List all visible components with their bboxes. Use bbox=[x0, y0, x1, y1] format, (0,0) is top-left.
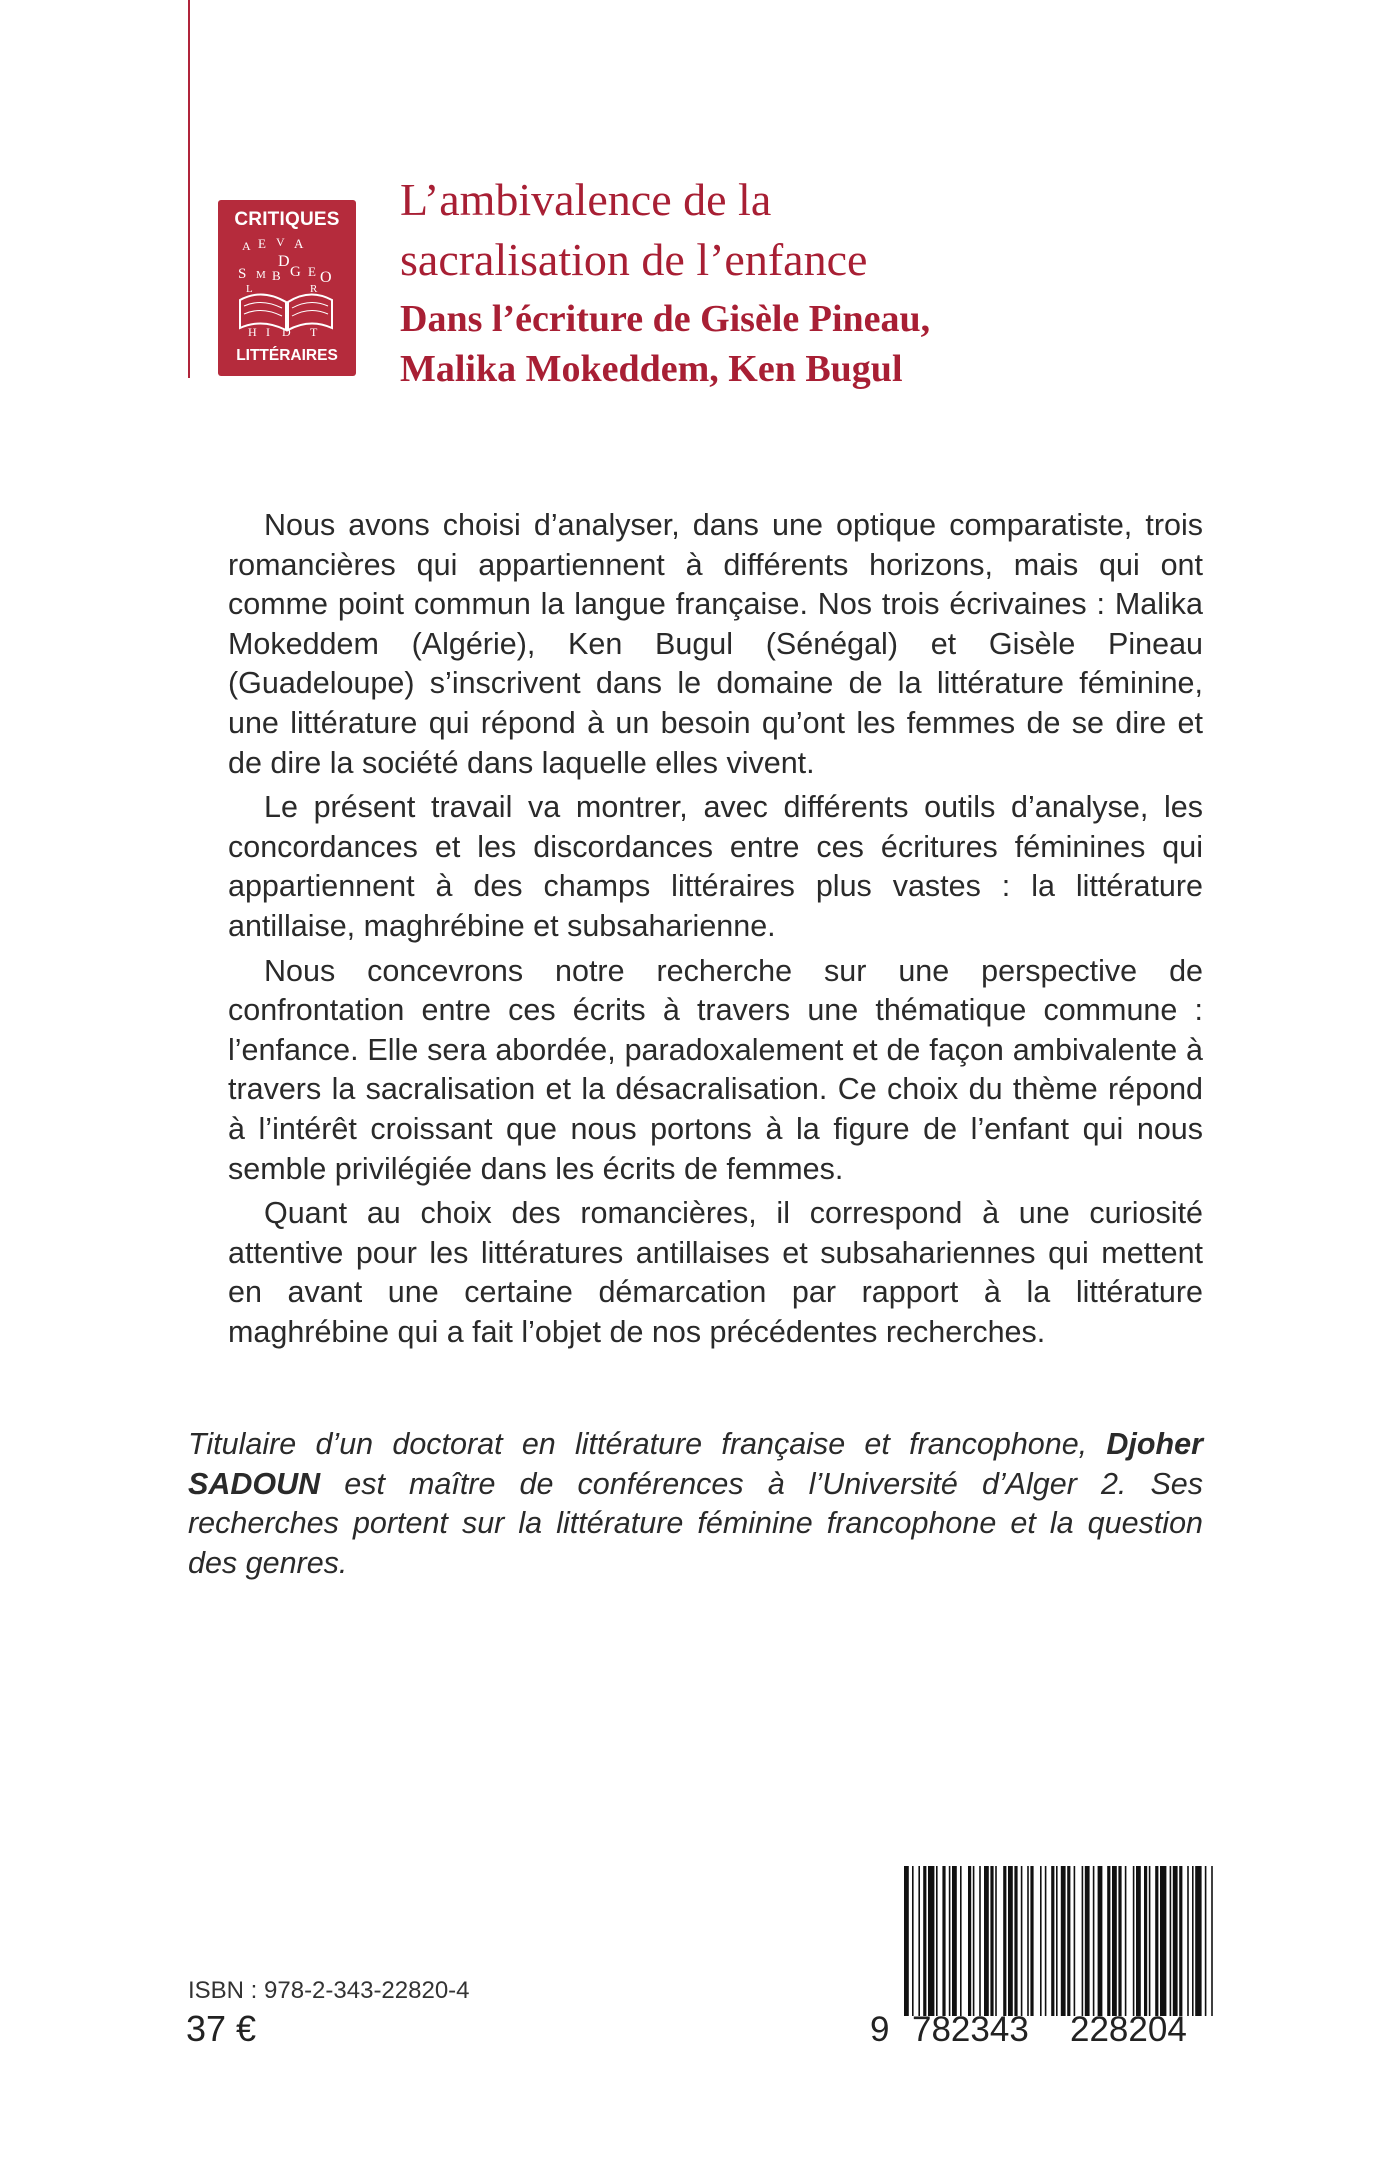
barcode-bar bbox=[1118, 1866, 1121, 2016]
author-bio-intro: Titulaire d’un doctorat en littérature française et francophone, bbox=[188, 1427, 1107, 1461]
svg-text:V: V bbox=[276, 236, 285, 249]
barcode-bar bbox=[952, 1866, 957, 2016]
barcode-bar bbox=[1093, 1866, 1095, 2016]
barcode-bar bbox=[923, 1866, 926, 2016]
book-subtitle-line-1: Dans l’écriture de Gisèle Pineau, bbox=[400, 298, 931, 340]
barcode-bar bbox=[1082, 1866, 1084, 2016]
barcode-bar bbox=[960, 1866, 962, 2016]
barcode-bar bbox=[918, 1866, 920, 2016]
barcode-bar bbox=[1149, 1866, 1151, 2016]
barcode-bar bbox=[968, 1866, 971, 2016]
svg-text:D: D bbox=[282, 325, 291, 338]
barcode-bar bbox=[990, 1866, 993, 2016]
barcode-bar bbox=[1074, 1866, 1076, 2016]
barcode-bar bbox=[1205, 1866, 1207, 2016]
barcode-bar bbox=[1112, 1866, 1117, 2016]
back-cover-summary bbox=[228, 506, 1203, 1357]
barcode-bar bbox=[1125, 1866, 1127, 2016]
barcode-bar bbox=[1136, 1866, 1141, 2016]
author-bio bbox=[188, 1425, 1203, 1583]
barcode-bar bbox=[912, 1866, 914, 2016]
barcode-bar bbox=[928, 1866, 934, 2016]
series-logo bbox=[218, 200, 356, 376]
open-book-with-letters-icon bbox=[232, 236, 342, 338]
book-title-block bbox=[400, 170, 1300, 394]
book-subtitle bbox=[400, 294, 1300, 394]
barcode-bar bbox=[1107, 1866, 1110, 2016]
svg-text:A: A bbox=[242, 239, 251, 253]
series-logo-top-label: CRITIQUES bbox=[234, 209, 340, 230]
svg-text:L: L bbox=[246, 283, 253, 295]
svg-text:D: D bbox=[278, 253, 290, 270]
barcode-bar bbox=[973, 1866, 975, 2016]
barcode-bar bbox=[949, 1866, 951, 2016]
barcode-bar bbox=[1192, 1866, 1194, 2016]
svg-text:B: B bbox=[272, 268, 281, 283]
svg-text:G: G bbox=[290, 264, 301, 280]
barcode-bar bbox=[904, 1866, 909, 2016]
barcode-bar bbox=[1021, 1866, 1023, 2016]
svg-text:O: O bbox=[320, 269, 332, 286]
book-title-line-2: sacralisation de l’enfance bbox=[400, 234, 868, 285]
barcode-bar bbox=[979, 1866, 981, 2016]
barcode-bar bbox=[1003, 1866, 1006, 2016]
barcode-bar bbox=[1144, 1866, 1147, 2016]
barcode-bar bbox=[1155, 1866, 1158, 2016]
barcode-bar bbox=[1211, 1866, 1213, 2016]
series-logo-bottom-label: LITTÉRAIRES bbox=[236, 347, 338, 364]
barcode-bar bbox=[1045, 1866, 1047, 2016]
barcode-bar bbox=[1040, 1866, 1042, 2016]
spine-divider-line bbox=[188, 0, 190, 378]
barcode-bar bbox=[1187, 1866, 1189, 2016]
svg-text:I: I bbox=[266, 325, 270, 338]
barcode-bar bbox=[984, 1866, 989, 2016]
barcode-bar bbox=[1014, 1866, 1017, 2016]
barcode-bar bbox=[1173, 1866, 1178, 2016]
svg-text:R: R bbox=[310, 283, 318, 295]
barcode-bar bbox=[1056, 1866, 1058, 2016]
barcode-digit-group-1: 782343 bbox=[912, 2010, 1029, 2049]
barcode-bar bbox=[995, 1866, 997, 2016]
barcode-bar bbox=[1008, 1866, 1013, 2016]
barcode-bar bbox=[1195, 1866, 1201, 2016]
svg-text:E: E bbox=[258, 236, 266, 251]
svg-text:E: E bbox=[308, 264, 316, 279]
author-name: Djoher SADOUN bbox=[188, 1427, 1203, 1501]
barcode-bar bbox=[1067, 1866, 1070, 2016]
svg-text:S: S bbox=[238, 266, 247, 282]
summary-paragraph-2: Le présent travail va montrer, avec différents outils d’analyse, les concordances et les discordances entre ces écritures féminines qui appartiennent à des champs littéraires plus vastes : la littérature antillaise, maghrébine et subsaharienne. bbox=[228, 790, 1203, 943]
svg-text:T: T bbox=[310, 325, 318, 338]
book-title bbox=[400, 170, 1300, 290]
summary-paragraph-4: Quant au choix des romancières, il correspond à une curiosité attentive pour les littératures antillaises et subsahariennes qui mettent en avant une certaine démarcation par rapport à la littérature maghrébine qui a fait l’objet de nos précédentes recherches. bbox=[228, 1196, 1203, 1349]
svg-text:M: M bbox=[256, 269, 266, 281]
barcode-bar bbox=[1030, 1866, 1033, 2016]
barcode-bar bbox=[1027, 1866, 1029, 2016]
svg-text:A: A bbox=[294, 236, 304, 251]
barcode-bar bbox=[1179, 1866, 1182, 2016]
barcode-digits bbox=[870, 2010, 1230, 2050]
author-bio-rest: est maître de conférences à l’Université d’Alger 2. Ses recherches portent sur la littérature féminine francophone et la question des genres. bbox=[188, 1466, 1203, 1580]
isbn-number: ISBN : 978-2-343-22820-4 bbox=[188, 1977, 470, 2004]
barcode-bar bbox=[936, 1866, 938, 2016]
barcode-bar bbox=[1133, 1866, 1135, 2016]
summary-paragraph-3: Nous concevrons notre recherche sur une perspective de confrontation entre ces écrits à travers une thématique commune : l’enfance. Elle sera abordée, paradoxalement et de façon ambivalente à travers la sacralisation et la désacralisation. Ce choix du thème répond à l’intérêt croissant que nous portons à la figure de l’enfant qui nous semble privilégiée dans les écrits de femmes. bbox=[228, 953, 1203, 1186]
summary-paragraph-1: Nous avons choisi d’analyser, dans une optique comparatiste, trois romancières qui appartiennent à différents horizons, mais qui ont comme point commun la langue française. Nos trois écrivaines : Malika Mokeddem (Algérie), Ken Bugul (Sénégal) et Gisèle Pineau (Guadeloupe) s’inscrivent dans le domaine de la littérature féminine, une littérature qui répond à un besoin qu’ont les femmes de se dire et de dire la société dans laquelle elles vivent. bbox=[228, 508, 1203, 780]
book-subtitle-line-2: Malika Mokeddem, Ken Bugul bbox=[400, 348, 903, 390]
book-title-line-1: L’ambivalence de la bbox=[400, 174, 772, 225]
barcode-bar bbox=[1098, 1866, 1103, 2016]
barcode-bar bbox=[1051, 1866, 1054, 2016]
barcode-bar bbox=[1160, 1866, 1166, 2016]
barcode-digit-group-2: 228204 bbox=[1070, 2010, 1187, 2049]
isbn-barcode bbox=[900, 1866, 1220, 2016]
barcode-bar bbox=[1170, 1866, 1172, 2016]
barcode-bar bbox=[942, 1866, 945, 2016]
book-price: 37 € bbox=[186, 2008, 257, 2049]
barcode-first-digit: 9 bbox=[870, 2010, 890, 2049]
svg-text:H: H bbox=[248, 325, 257, 338]
barcode-bar bbox=[1061, 1866, 1066, 2016]
barcode-bar bbox=[1085, 1866, 1090, 2016]
